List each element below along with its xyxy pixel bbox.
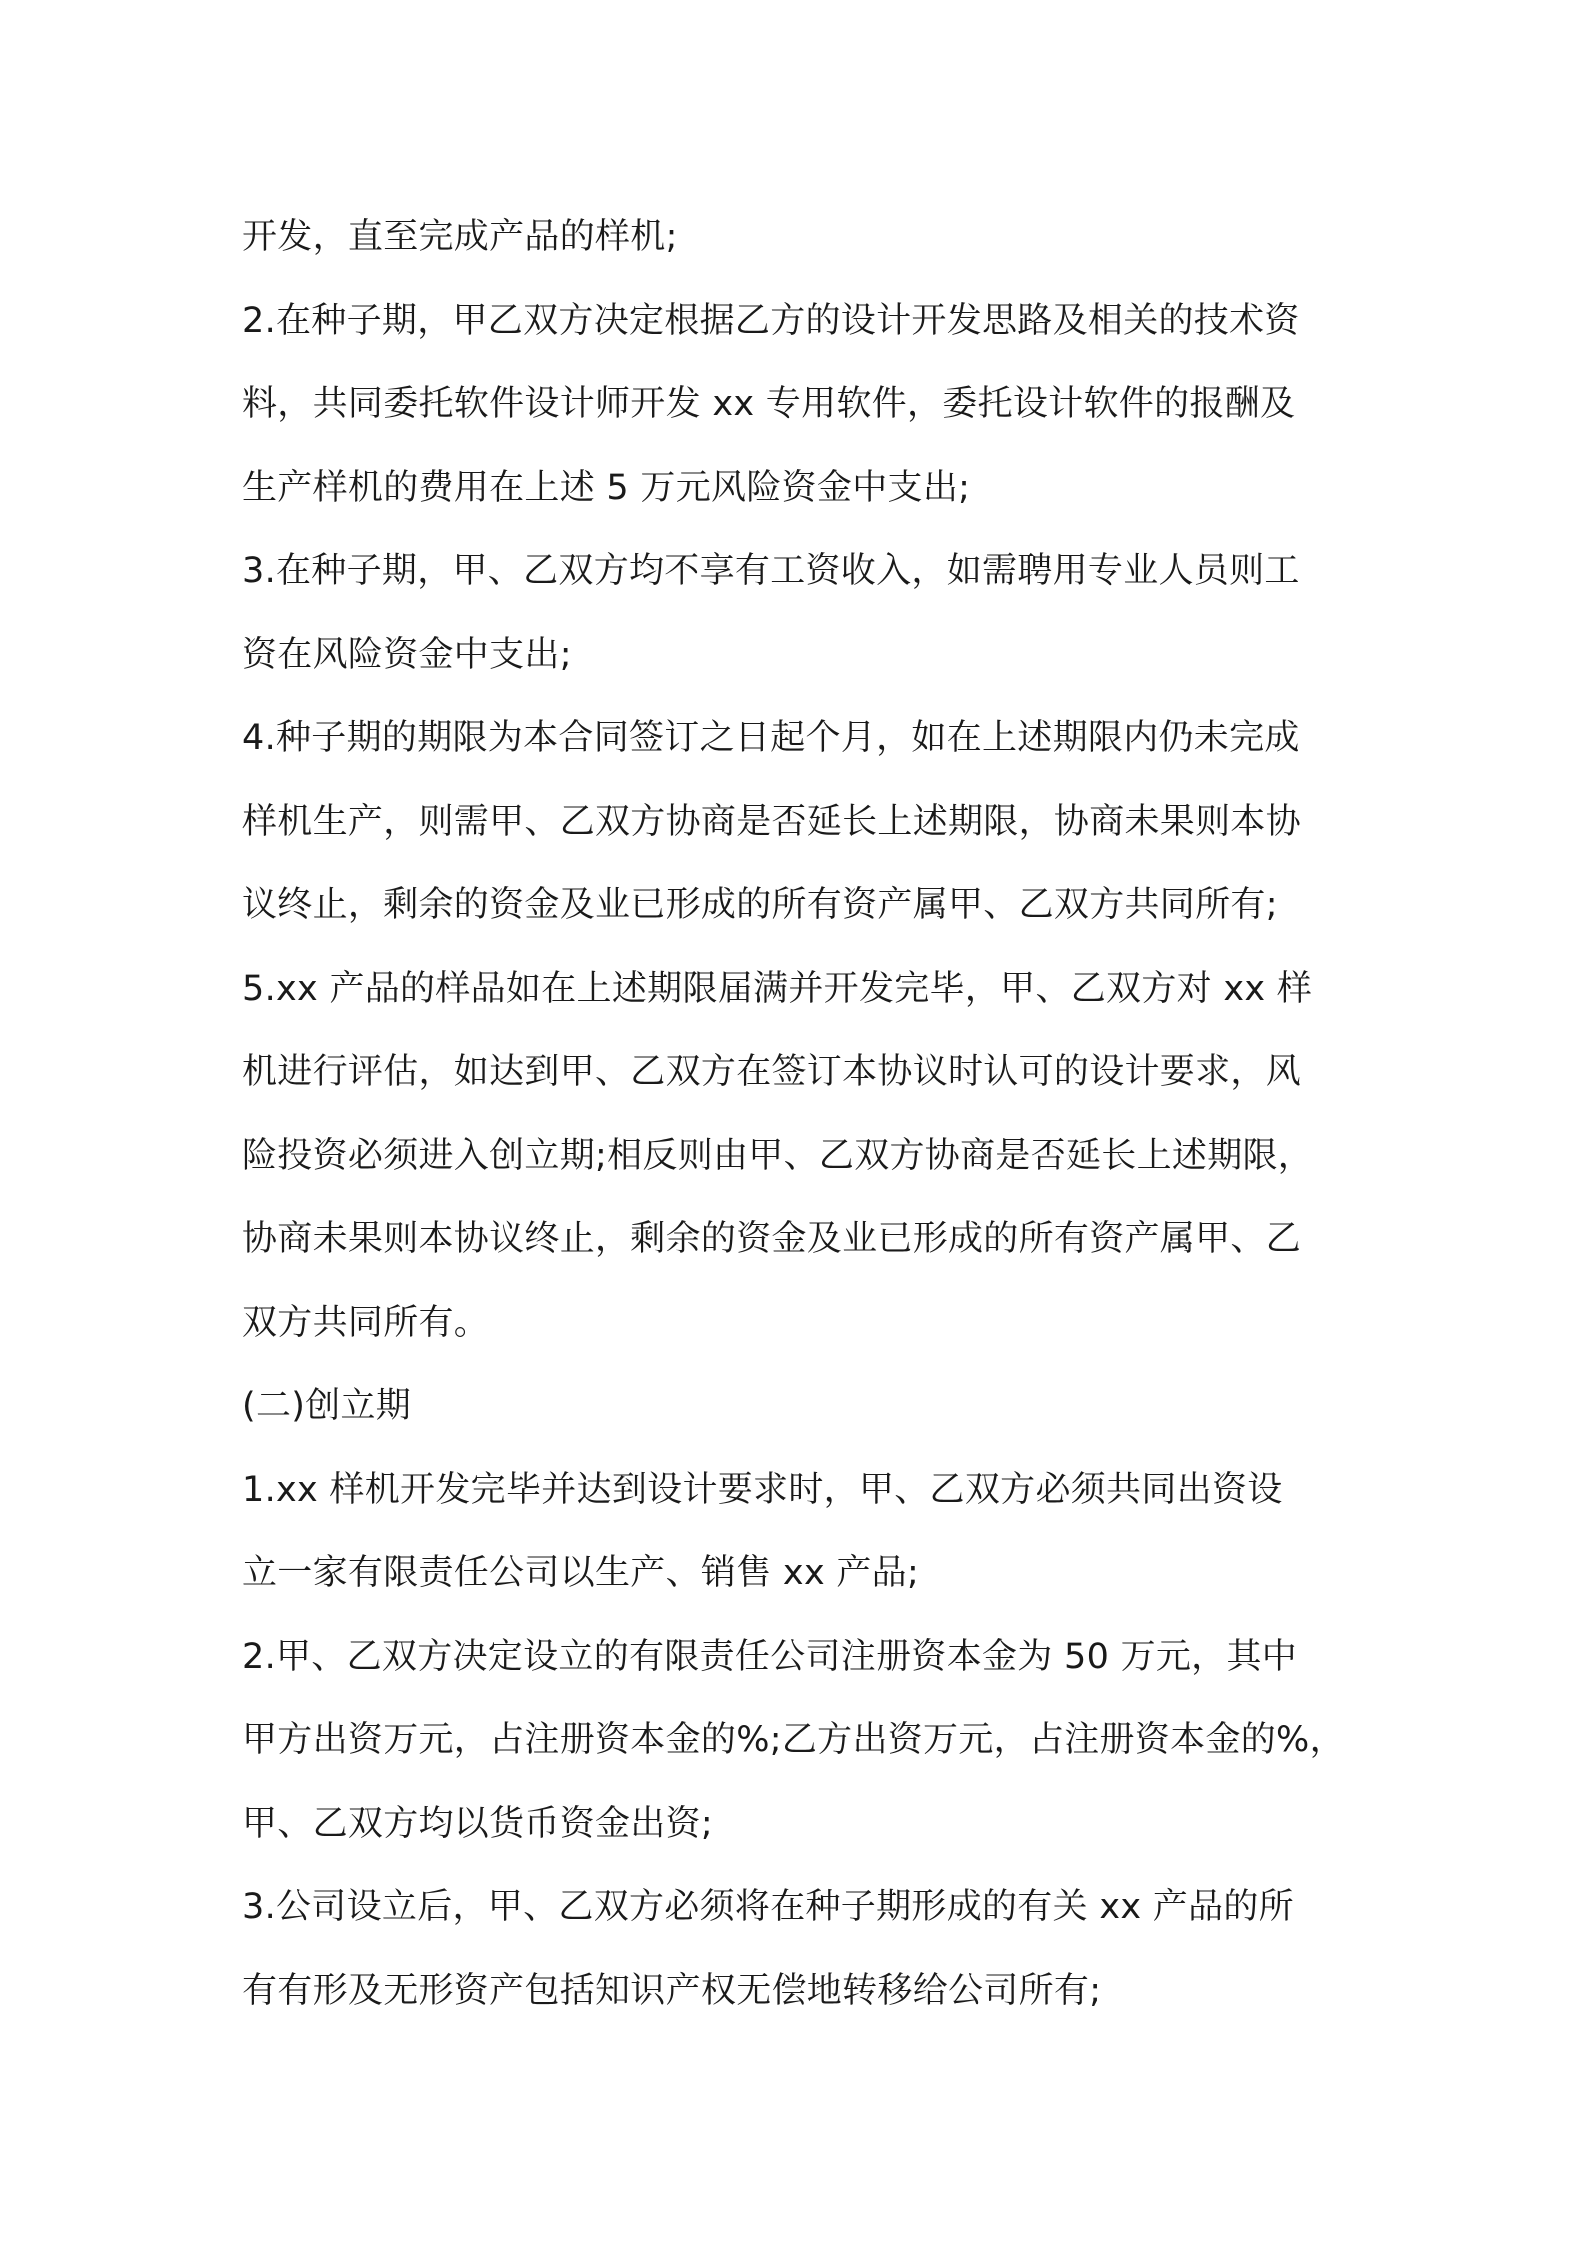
text-line: 协商未果则本协议终止，剩余的资金及业已形成的所有资产属甲、乙: [242, 1219, 1302, 1259]
text-line: 双方共同所有。: [242, 1302, 490, 1343]
text-line: 料，共同委托软件设计师开发 xx 专用软件，委托设计软件的报酬及: [242, 384, 1296, 424]
text-line: 甲、乙双方均以货币资金出资;: [242, 1803, 713, 1844]
text-line: 有有形及无形资产包括知识产权无偿地转移给公司所有;: [242, 1970, 1102, 2011]
text-line: 机进行评估，如达到甲、乙双方在签订本协议时认可的设计要求，风: [242, 1052, 1302, 1092]
text-line: 1.xx 样机开发完毕并达到设计要求时，甲、乙双方必须共同出资设: [242, 1469, 1283, 1510]
text-line: 5.xx 产品的样品如在上述期限届满并开发完毕，甲、乙双方对 xx 样: [242, 968, 1313, 1009]
document-body: [242, 196, 1354, 2033]
text-line: 生产样机的费用在上述 5 万元风险资金中支出;: [242, 467, 971, 508]
text-line: 资在风险资金中支出;: [242, 634, 572, 675]
text-line: 3.公司设立后，甲、乙双方必须将在种子期形成的有关 xx 产品的所: [242, 1887, 1294, 1927]
text-line: 议终止，剩余的资金及业已形成的所有资产属甲、乙双方共同所有;: [242, 885, 1278, 925]
text-line: 2.甲、乙双方决定设立的有限责任公司注册资本金为 50 万元，其中: [242, 1636, 1298, 1677]
text-line: 甲方出资万元，占注册资本金的%;乙方出资万元，占注册资本金的%，: [242, 1720, 1345, 1760]
text-line: 险投资必须进入创立期;相反则由甲、乙双方协商是否延长上述期限，: [242, 1135, 1314, 1176]
text-line: 2.在种子期，甲乙双方决定根据乙方的设计开发思路及相关的技术资: [242, 300, 1300, 341]
text-line: 3.在种子期，甲、乙双方均不享有工资收入，如需聘用专业人员则工: [242, 551, 1300, 591]
section-heading: (二)创立期: [242, 1386, 412, 1426]
text-line: 样机生产，则需甲、乙双方协商是否延长上述期限，协商未果则本协: [242, 801, 1302, 842]
text-line: 立一家有限责任公司以生产、销售 xx 产品;: [242, 1553, 920, 1593]
text-line: 开发，直至完成产品的样机;: [242, 217, 678, 257]
text-line: 4.种子期的期限为本合同签订之日起个月，如在上述期限内仍未完成: [242, 718, 1300, 758]
